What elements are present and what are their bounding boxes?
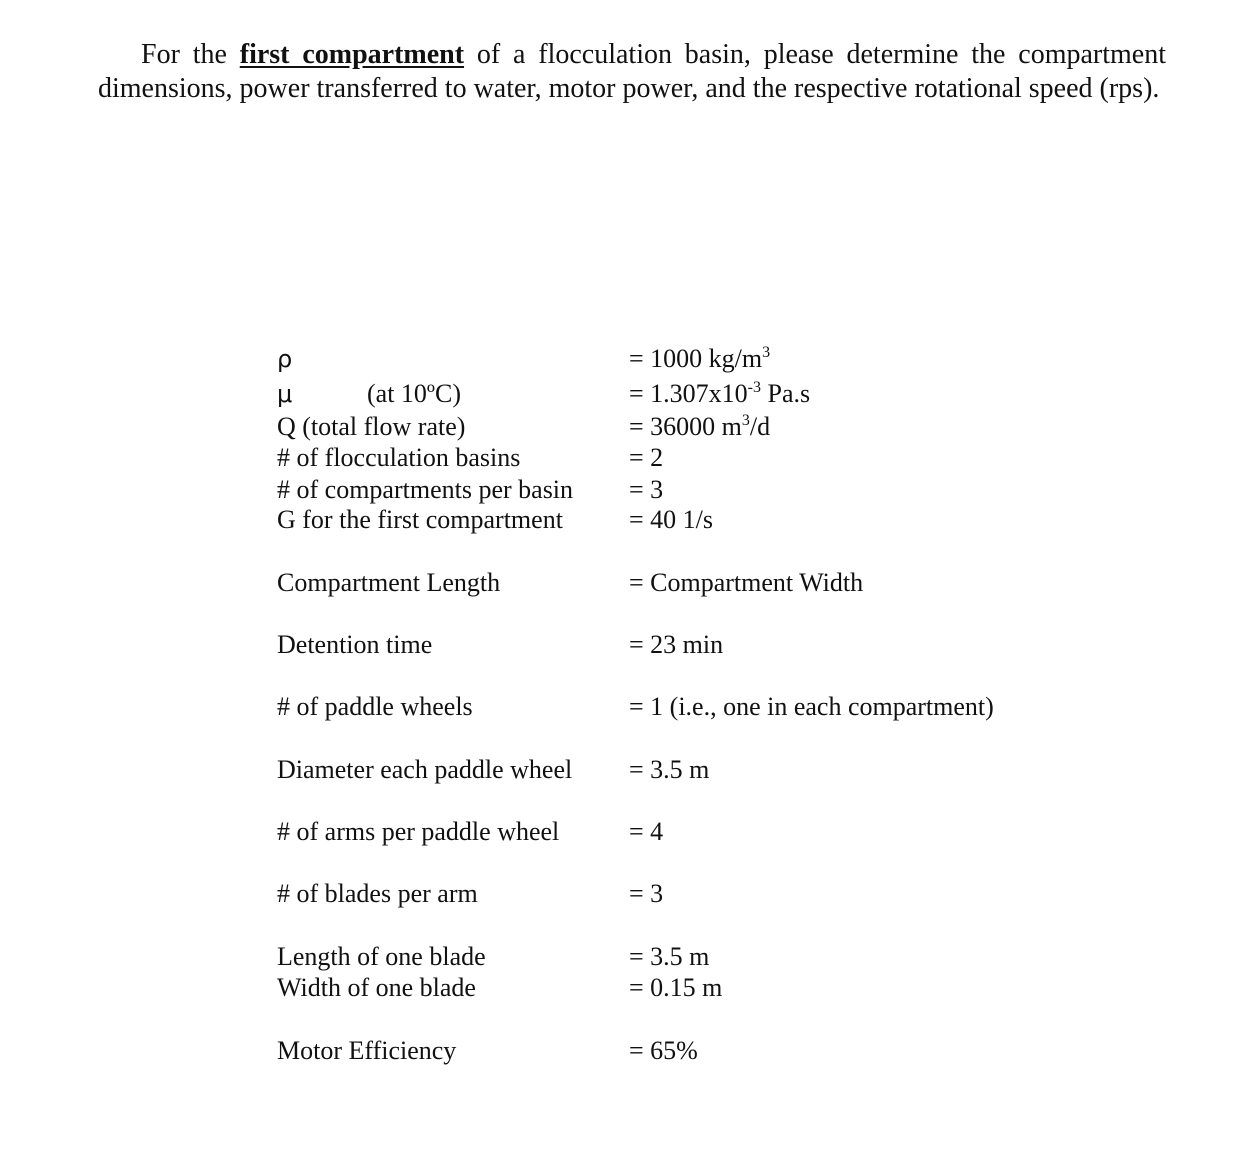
param-row-paddle-wheels: [0, 691, 1252, 723]
param-row-wheel-diameter: [0, 754, 1252, 786]
param-row-detention-time: [0, 629, 1252, 661]
param-value: = 3: [629, 879, 664, 908]
param-label: Q (total flow rate): [277, 412, 466, 441]
param-row-g-value: [0, 504, 1252, 536]
param-label: # of blades per arm: [277, 879, 478, 908]
param-value: = Compartment Width: [629, 568, 864, 597]
param-value: = $1.307x10^{-3}$ Pa.s: [629, 379, 811, 408]
param-row-compartments: [0, 474, 1252, 506]
param-label: G for the first compartment: [277, 505, 563, 534]
param-label: Motor Efficiency: [277, 1036, 457, 1065]
intro-suffix: of a flocculation basin, please determine the compartment dimensions, power transferred to water, motor power, and the respective rotational speed (rps).: [98, 39, 1166, 104]
param-row-density: [0, 343, 1252, 375]
param-value: = 36000 $m^3/d$: [629, 412, 771, 441]
intro-emphasis: first compartment: [239, 39, 465, 70]
param-row-blades: [0, 878, 1252, 910]
param-label: # of compartments per basin: [277, 475, 574, 504]
param-label: Compartment Length: [277, 568, 501, 597]
param-value: = 65%: [629, 1036, 698, 1065]
param-label: ρ: [277, 345, 293, 373]
param-row-blade-width: [0, 972, 1252, 1004]
param-row-viscosity: [0, 378, 1252, 410]
param-row-motor-efficiency: [0, 1035, 1252, 1067]
param-row-blade-length: [0, 941, 1252, 973]
param-value: = 1000 $kg/m^3$: [629, 344, 771, 373]
param-label: μ (at 10ºC): [277, 379, 461, 408]
intro-prefix: For the: [141, 39, 240, 70]
param-label: Width of one blade: [277, 973, 476, 1002]
param-value: = 40 1/s: [629, 505, 714, 534]
param-value: = 4: [629, 817, 664, 846]
param-value: = 1 (i.e., one in each compartment): [629, 692, 994, 721]
param-label: Length of one blade: [277, 942, 486, 971]
param-value: = 3: [629, 475, 664, 504]
param-note: (at 10ºC): [367, 379, 461, 408]
param-row-flow-rate: [0, 411, 1252, 443]
param-value: = 0.15 m: [629, 973, 723, 1002]
param-value: = 3.5 m: [629, 755, 710, 784]
param-value: = 3.5 m: [629, 942, 710, 971]
param-value: = 23 min: [629, 630, 724, 659]
param-row-compartment-length: [0, 567, 1252, 599]
problem-statement: [98, 38, 1166, 106]
param-label: # of flocculation basins: [277, 443, 521, 472]
param-value: = 2: [629, 443, 664, 472]
param-row-basins: [0, 442, 1252, 474]
param-label: Detention time: [277, 630, 433, 659]
param-label: # of paddle wheels: [277, 692, 473, 721]
param-label: Diameter each paddle wheel: [277, 755, 573, 784]
param-row-arms: [0, 816, 1252, 848]
param-label: # of arms per paddle wheel: [277, 817, 560, 846]
